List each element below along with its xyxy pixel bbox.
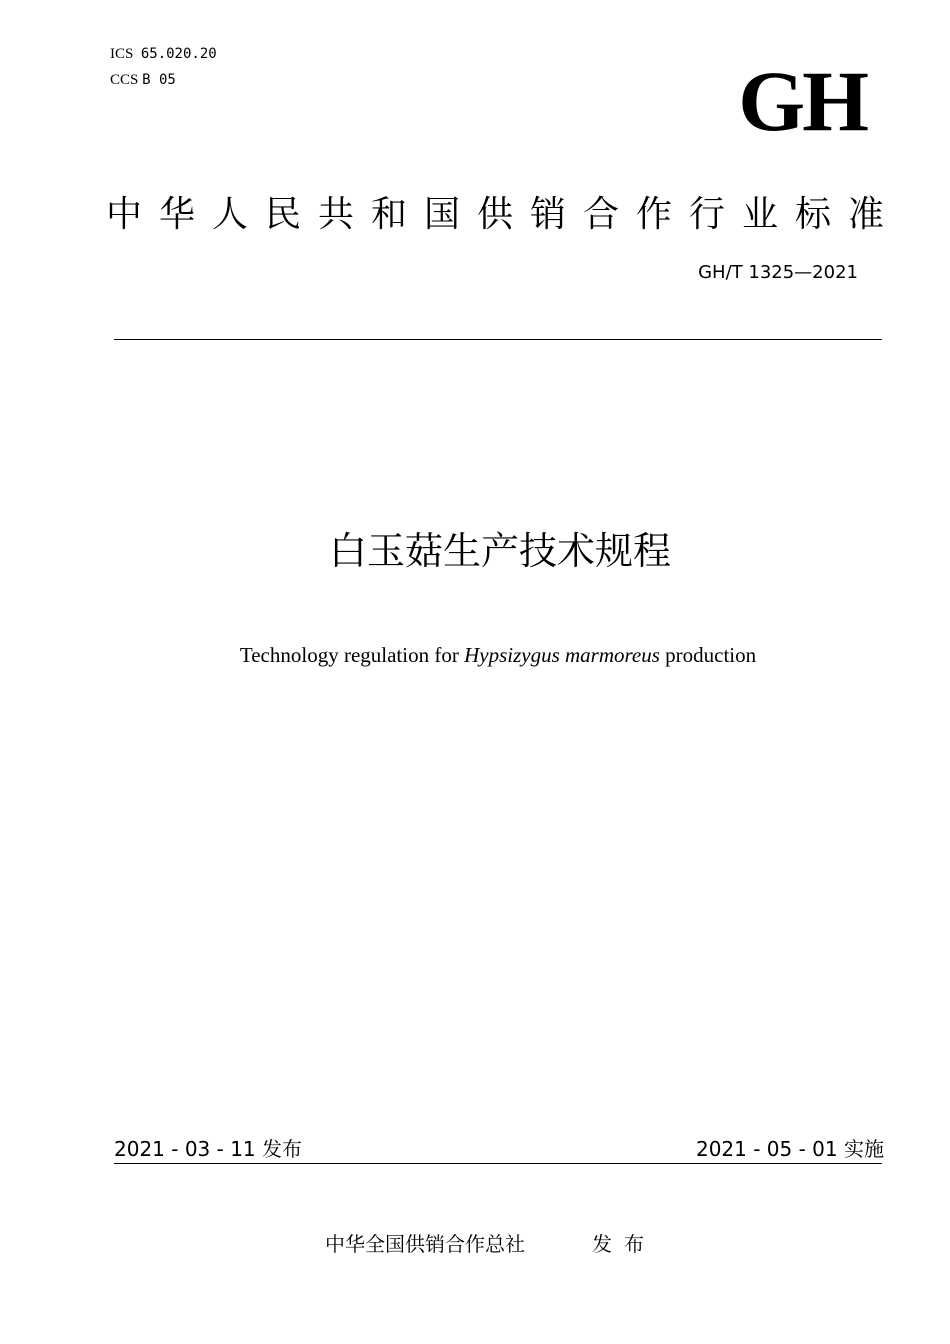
document-title-cn: 白玉菇生产技术规程 (328, 529, 671, 573)
ccs-label: CCS (110, 72, 139, 88)
standard-category-title: 中华人民共和国供销合作行业标准 (106, 194, 902, 235)
publish-label: 发布 (592, 1232, 656, 1256)
ics-label: ICS (110, 46, 134, 62)
document-title-en (0, 643, 950, 668)
publisher-name: 中华全国供销合作总社 (325, 1232, 525, 1256)
title-en-species: Hypsizygus marmoreus (464, 643, 660, 667)
issue-date: 2021 - 03 - 11 发布 (114, 1137, 303, 1161)
bottom-divider (114, 1163, 882, 1164)
ccs-code (110, 72, 176, 89)
gh-logo: GH (738, 53, 866, 149)
implementation-date: 2021 - 05 - 01 实施 (695, 1137, 884, 1161)
ics-code (110, 46, 217, 63)
standard-number: GH/T 1325—2021 (698, 262, 858, 283)
title-en-prefix: Technology regulation for (239, 643, 459, 667)
top-divider (114, 339, 882, 340)
ccs-value: B 05 (142, 72, 176, 88)
ics-value: 65.020.20 (140, 46, 217, 62)
title-en-suffix: production (665, 643, 757, 667)
